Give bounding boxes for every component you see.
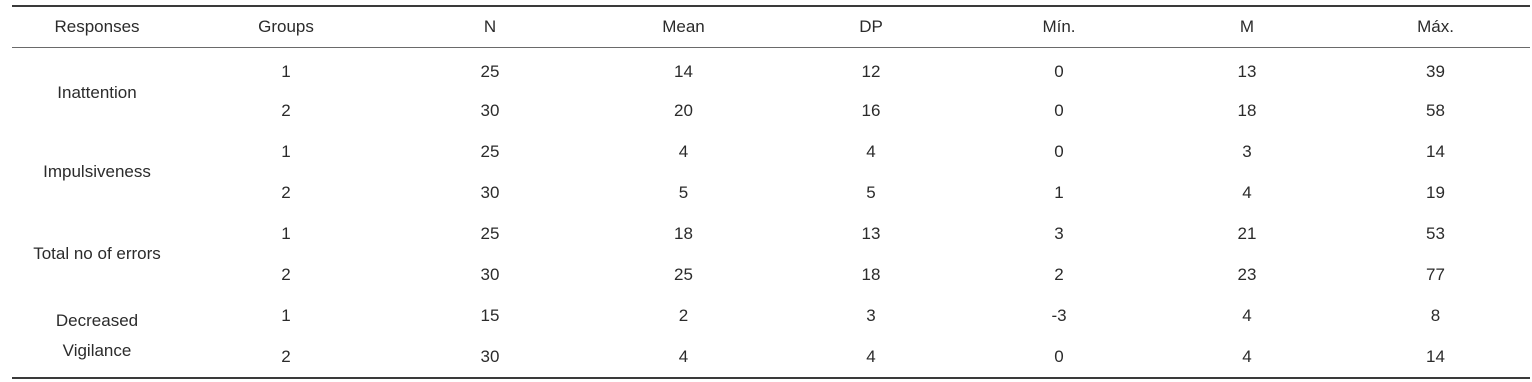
table-row [12,336,1530,378]
cell-dp: 16 [861,100,881,120]
cell-mean: 14 [674,62,693,81]
header-responses: Responses [54,17,140,36]
cell-dp: 4 [866,346,876,366]
header-m: M [1239,17,1255,36]
cell-n: 25 [480,62,500,81]
cell-max: 77 [1426,264,1445,284]
cell-m: 13 [1237,62,1257,81]
cell-n: 15 [480,305,500,325]
cell-m: 4 [1242,305,1252,325]
cell-min: 3 [1054,223,1064,243]
response-label [12,213,182,295]
cell-group: 2 [281,264,291,284]
cell-min: 2 [1054,264,1064,284]
cell-max: 14 [1426,346,1445,366]
cell-mean: 2 [678,305,689,325]
table-row [12,213,1530,254]
cell-min: 0 [1054,100,1064,120]
cell-max: 39 [1426,62,1445,81]
results-table [12,5,1530,379]
cell-min: 0 [1054,141,1064,161]
response-label [12,48,182,132]
cell-m: 18 [1237,100,1257,120]
cell-dp: 5 [866,182,876,202]
header-min: Mín. [1042,17,1076,36]
cell-m: 3 [1242,141,1252,161]
cell-dp: 13 [861,223,881,243]
response-text: Total no of errors [33,244,161,263]
cell-mean: 25 [674,264,693,284]
cell-max: 53 [1426,223,1445,243]
cell-n: 30 [480,346,500,366]
response-text: Decreased Vigilance [55,311,139,360]
cell-group: 1 [281,62,291,81]
cell-group: 1 [281,141,291,161]
header-mean: Mean [662,17,705,36]
cell-min: -3 [1051,305,1067,325]
header-dp: DP [859,17,883,36]
table-row [12,90,1530,131]
table-row [12,172,1530,213]
cell-max: 14 [1426,141,1445,161]
header-row [12,6,1530,48]
response-text: Inattention [57,82,137,102]
cell-mean: 4 [678,346,689,366]
cell-min: 0 [1054,346,1064,366]
cell-max: 58 [1426,100,1445,120]
cell-group: 1 [281,305,291,325]
cell-group: 1 [281,223,291,243]
cell-mean: 20 [674,100,693,120]
cell-group: 2 [281,346,291,366]
cell-n: 30 [480,100,500,120]
header-n: N [483,17,497,36]
cell-mean: 18 [674,223,693,243]
cell-min: 0 [1054,62,1064,81]
cell-min: 1 [1054,182,1064,202]
cell-mean: 5 [678,182,689,202]
cell-m: 4 [1242,346,1252,366]
cell-mean: 4 [678,141,689,161]
table-row [12,48,1530,91]
cell-n: 25 [480,223,500,243]
cell-dp: 12 [861,62,881,81]
cell-dp: 3 [866,305,876,325]
cell-n: 30 [480,182,500,202]
cell-max: 19 [1426,182,1445,202]
response-text: Impulsiveness [43,162,151,181]
response-label [12,295,182,378]
table-row [12,254,1530,295]
response-label [12,131,182,213]
cell-dp: 4 [866,141,876,161]
header-groups: Groups [258,17,314,36]
table-row [12,131,1530,172]
cell-dp: 18 [861,264,881,284]
table-row [12,295,1530,336]
cell-n: 30 [480,264,500,284]
header-max: Máx. [1417,17,1454,36]
cell-max: 8 [1430,305,1441,325]
cell-n: 25 [480,141,500,161]
cell-m: 21 [1237,223,1257,243]
cell-m: 23 [1237,264,1257,284]
cell-group: 2 [281,100,291,120]
cell-m: 4 [1242,182,1252,202]
cell-group: 2 [281,182,291,202]
